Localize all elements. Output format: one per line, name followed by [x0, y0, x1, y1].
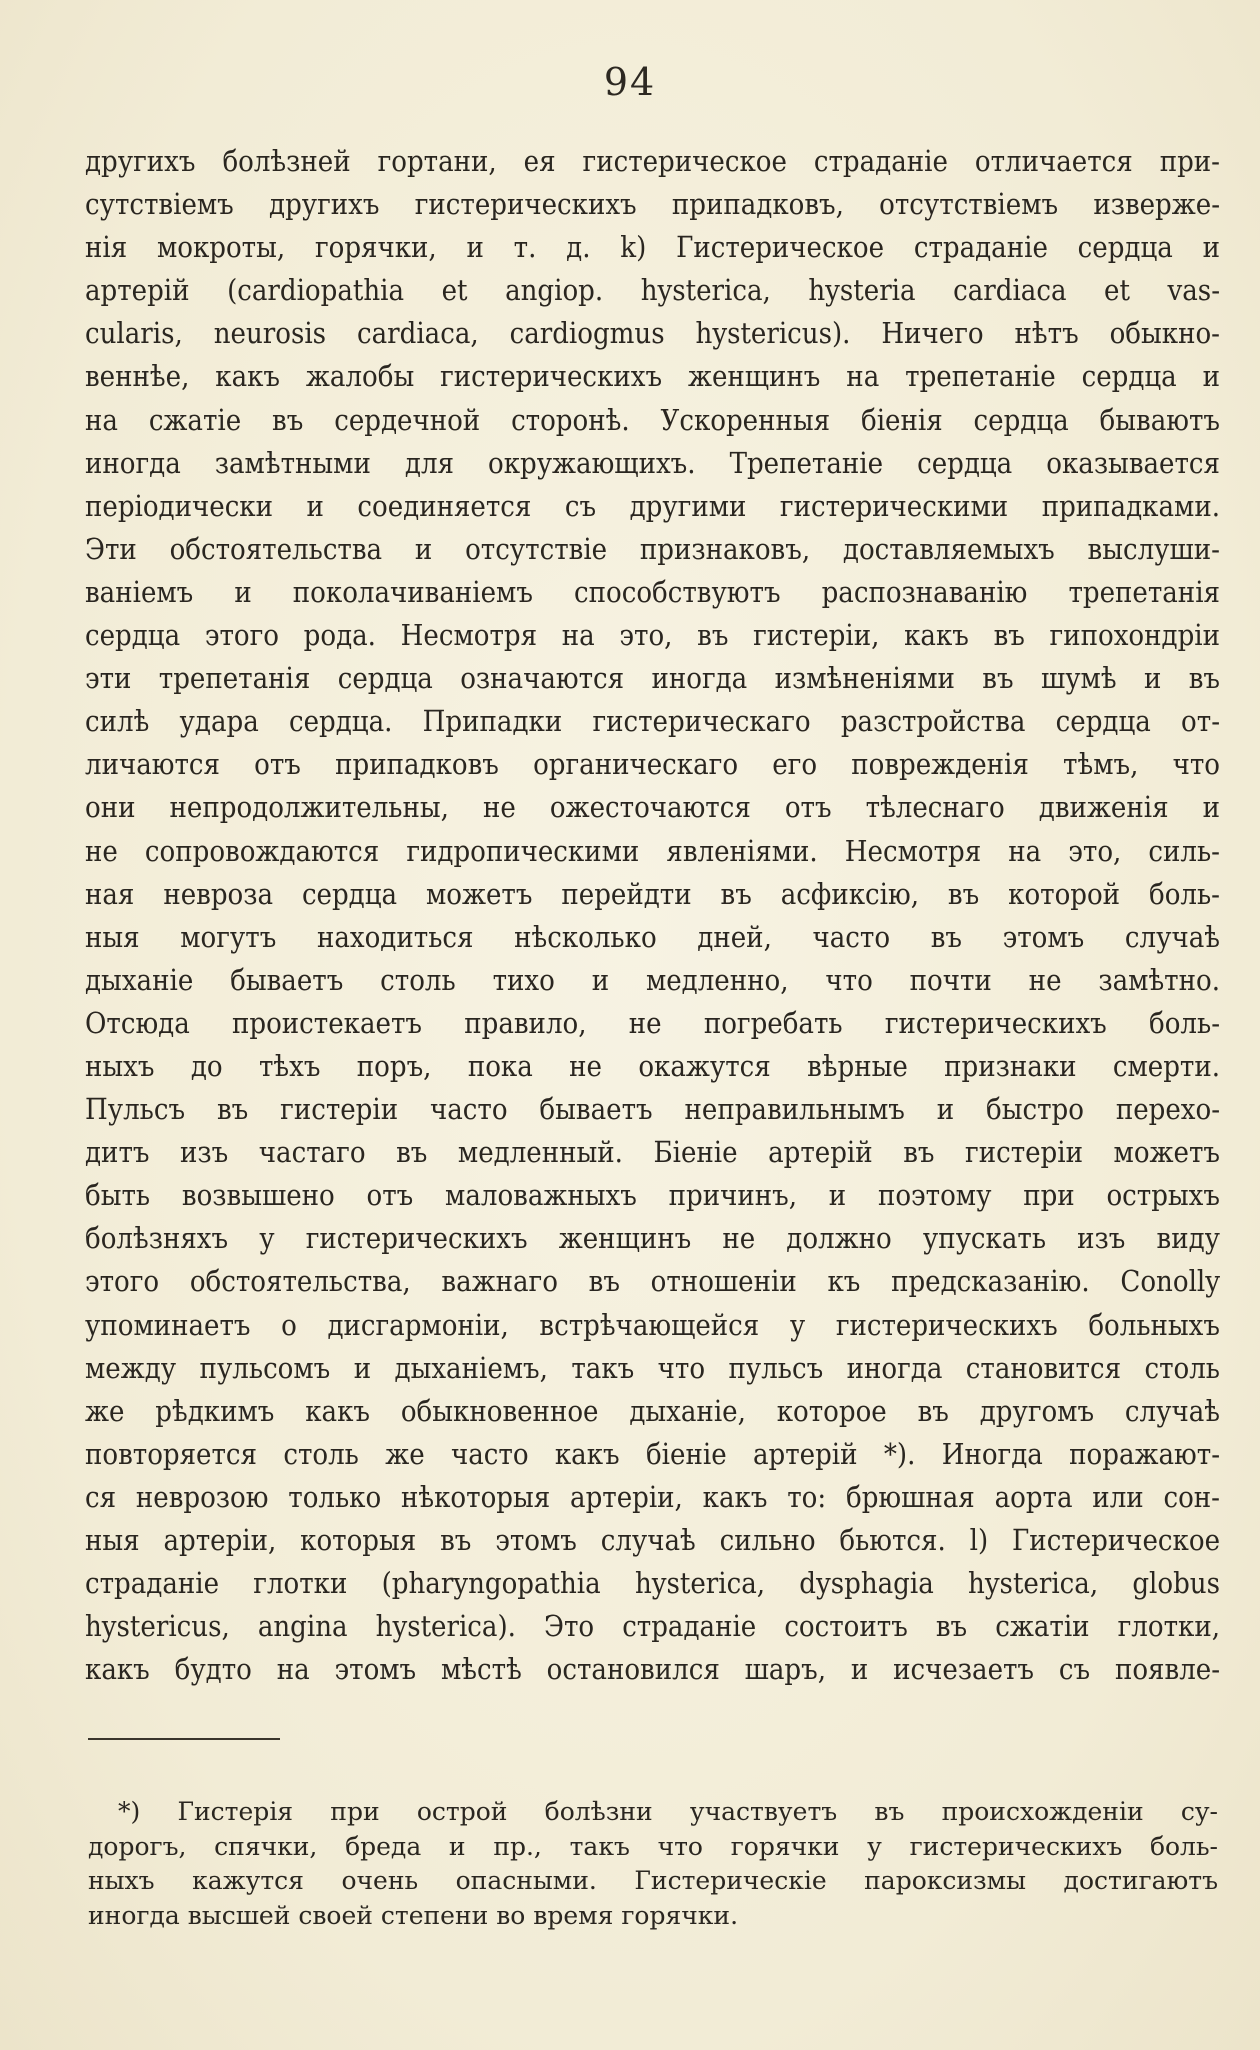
text-line: сутствіемъ другихъ гистерическихъ припадковъ, отсутствіемъ изверже- [85, 187, 1220, 222]
footnote [88, 1795, 1218, 1933]
text-line: иногда замѣтными для окружающихъ. Трепетаніе сердца оказывается [85, 445, 1220, 480]
footnote-line: ныхъ кажутся очень опасными. Гистерическіе пароксизмы достигаютъ [88, 1866, 1218, 1895]
text-line: ныя могутъ находиться нѣсколько дней, часто въ этомъ случаѣ [85, 919, 1220, 954]
text-line: нія мокроты, горячки, и т. д. k) Гистерическое страданіе сердца и [85, 230, 1220, 265]
footnote-separator [88, 1738, 280, 1740]
text-line: ваніемъ и поколачиваніемъ способствуютъ распознаванію трепетанія [85, 574, 1220, 609]
text-line: болѣзняхъ у гистерическихъ женщинъ не должно упускать изъ виду [85, 1221, 1220, 1256]
text-line: артерій (cardiopathia et angiop. hysterica, hysteria cardiaca et vas- [85, 273, 1220, 308]
text-line: не сопровождаются гидропическими явленіями. Несмотря на это, силь- [85, 833, 1220, 868]
text-line: же рѣдкимъ какъ обыкновенное дыханіе, которое въ другомъ случаѣ [85, 1393, 1220, 1428]
text-line: силѣ удара сердца. Припадки гистерическаго разстройства сердца от- [85, 704, 1220, 739]
text-line: повторяется столь же часто какъ біеніе артерій *). Иногда поражают- [85, 1436, 1220, 1471]
text-line: cularis, neurosis cardiaca, cardiogmus hystericus). Ничего нѣтъ обыкно- [85, 316, 1220, 351]
text-line: этого обстоятельства, важнаго въ отношеніи къ предсказанію. Conolly [85, 1264, 1220, 1299]
page-number: 94 [603, 60, 657, 104]
text-line: ныя артеріи, которыя въ этомъ случаѣ сильно бьются. l) Гистерическое [85, 1523, 1220, 1557]
body-text [85, 140, 1220, 1691]
text-line: веннѣе, какъ жалобы гистерическихъ женщинъ на трепетаніе сердца и [85, 359, 1220, 394]
text-line: личаются отъ припадковъ органическаго его поврежденія тѣмъ, что [85, 747, 1220, 782]
text-line: Отсюда проистекаетъ правило, не погребать гистерическихъ боль- [85, 1005, 1220, 1040]
footnote-line: иногда высшей своей степени во время горячки. [88, 1900, 739, 1930]
text-line: Пульсъ въ гистеріи часто бываетъ неправильнымъ и быстро перехо- [85, 1092, 1220, 1127]
text-line: на сжатіе въ сердечной сторонѣ. Ускоренныя біенія сердца бываютъ [85, 402, 1220, 437]
text-line: дитъ изъ частаго въ медленный. Біеніе артерій въ гистеріи можетъ [85, 1135, 1220, 1170]
text-line: Эти обстоятельства и отсутствіе признаковъ, доставляемыхъ выслуши- [85, 531, 1220, 566]
text-line: періодически и соединяется съ другими гистерическими припадками. [85, 488, 1220, 523]
text-line: страданіе глотки (pharyngopathia hysterica, dysphagia hysterica, globus [85, 1566, 1220, 1601]
text-line: дыханіе бываетъ столь тихо и медленно, что почти не замѣтно. [85, 962, 1220, 997]
footnote-line: дорогъ, спячки, бреда и пр., такъ что горячки у гистерическихъ боль- [88, 1831, 1218, 1861]
text-line: сердца этого рода. Несмотря на это, въ гистеріи, какъ въ гипохондріи [85, 618, 1220, 653]
footnote-line: *) Гистерія при острой болѣзни участвуетъ въ происхожденіи су- [118, 1797, 1218, 1826]
text-line: какъ будто на этомъ мѣстѣ остановился шаръ, и исчезаетъ съ появле- [85, 1652, 1220, 1687]
text-line: упоминаетъ о дисгармоніи, встрѣчающейся у гистерическихъ больныхъ [85, 1307, 1220, 1342]
text-line: hystericus, angina hysterica). Это страданіе состоитъ въ сжатіи глотки, [85, 1609, 1220, 1644]
text-line: ныхъ до тѣхъ поръ, пока не окажутся вѣрные признаки смерти. [85, 1048, 1220, 1083]
text-line: они непродолжительны, не ожесточаются отъ тѣлеснаго движенія и [85, 790, 1220, 825]
text-line: ная невроза сердца можетъ перейдти въ асфиксію, въ которой боль- [85, 876, 1220, 911]
text-line: другихъ болѣзней гортани, ея гистерическое страданіе отличается при- [85, 144, 1220, 178]
text-line: между пульсомъ и дыханіемъ, такъ что пульсъ иногда становится столь [85, 1350, 1220, 1385]
text-line: быть возвышено отъ маловажныхъ причинъ, и поэтому при острыхъ [85, 1178, 1220, 1213]
text-line: эти трепетанія сердца означаются иногда измѣненіями въ шумѣ и въ [85, 661, 1220, 696]
text-line: ся неврозою только нѣкоторыя артеріи, какъ то: брюшная аорта или сон- [85, 1479, 1220, 1514]
